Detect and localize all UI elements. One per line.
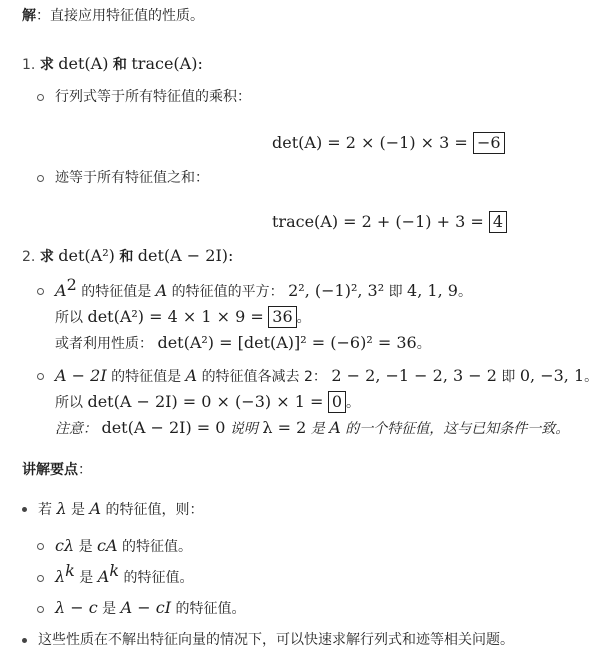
text-fragment: 若 xyxy=(38,502,52,518)
math-a: A xyxy=(185,366,198,385)
math-a: A xyxy=(89,499,102,518)
key-points-heading xyxy=(22,460,92,480)
text-fragment: 。 xyxy=(584,369,599,385)
text-fragment: 。 xyxy=(296,310,311,326)
hollow-bullet xyxy=(37,288,44,295)
hollow-bullet xyxy=(37,543,44,550)
text-fragment: 所以 xyxy=(55,395,83,411)
section-2-math-det-a-2i: det(A − 2I) xyxy=(137,246,229,265)
section-2-math-det-a2: det(A²) xyxy=(58,246,115,265)
intro-text: 直接应用特征值的性质。 xyxy=(50,8,204,24)
det-a-squared-equation: det(A²) = 4 × 1 × 9 = xyxy=(87,307,264,326)
math-a-minus-2i: A − 2I xyxy=(55,366,107,385)
det-product-text: 行列式等于所有特征值的乘积： xyxy=(55,89,251,105)
a-squared-eigen-line xyxy=(55,275,472,302)
a-squared-det-line xyxy=(55,306,311,328)
math-squares: 2², (−1)², 3² xyxy=(288,281,385,300)
math-lambda: λ xyxy=(55,567,66,586)
hollow-bullet xyxy=(37,606,44,613)
math-exponent: k xyxy=(65,561,75,580)
det-a-minus-2i-equation: det(A − 2I) = 0 × (−3) × 1 = xyxy=(87,392,324,411)
math-lambda-minus-c: λ − c xyxy=(55,598,98,617)
note-line xyxy=(55,418,569,439)
a-squared-alt-line xyxy=(55,333,431,354)
section-1-math-det: det(A) xyxy=(58,54,109,73)
solid-bullet xyxy=(22,507,27,512)
math-c-a: cA xyxy=(97,536,118,555)
hollow-bullet xyxy=(37,575,44,582)
text-fragment: 是 xyxy=(310,421,325,437)
note-equation: det(A − 2I) = 0 xyxy=(101,418,226,437)
math-exponent: 2 xyxy=(66,275,77,294)
section-1-and: 和 xyxy=(112,57,127,73)
intro-separator: ： xyxy=(36,8,50,24)
section-2-heading xyxy=(22,246,233,267)
solid-bullet xyxy=(22,638,27,643)
text-fragment: 的特征值是 xyxy=(111,369,182,385)
math-c-lambda: cλ xyxy=(55,536,75,555)
hollow-bullet xyxy=(37,373,44,380)
math-values: 0, −3, 1 xyxy=(519,366,585,385)
text-fragment: 的特征值各减去 2： xyxy=(201,369,327,385)
key-points-colon: ： xyxy=(78,462,92,478)
section-2-colon: : xyxy=(228,246,234,265)
section-2-and: 和 xyxy=(119,249,134,265)
text-fragment: 是 xyxy=(78,539,93,555)
solution-label: 解 xyxy=(22,8,36,24)
section-1-verb: 求 xyxy=(39,57,54,73)
intro-line xyxy=(22,6,204,26)
det-a-minus-2i-answer-box: 0 xyxy=(328,391,346,413)
point-2-text: 这些性质在不解出特征向量的情况下，可以快速求解行列式和迹等相关问题。 xyxy=(38,632,514,648)
a-minus-2i-det-line xyxy=(55,391,360,413)
text-fragment: 是 xyxy=(71,502,86,518)
text-fragment: 的特征值。 xyxy=(121,539,192,555)
text-fragment: 即 xyxy=(388,284,403,300)
math-values: 4, 1, 9 xyxy=(407,281,458,300)
det-equation-lhs: det(A) = 2 × (−1) × 3 = xyxy=(272,133,468,152)
sub-point-shift xyxy=(55,598,245,619)
math-lambda: λ xyxy=(56,499,67,518)
text-fragment: 所以 xyxy=(55,310,83,326)
text-fragment: 的特征值是 xyxy=(81,284,152,300)
text-fragment: 或者利用性质： xyxy=(55,336,153,352)
point-1-line xyxy=(38,499,204,520)
text-fragment: 的一个特征值，这与已知条件一致。 xyxy=(345,421,570,437)
note-label: 注意： xyxy=(55,421,97,437)
det-a-squared-answer-box: 36 xyxy=(268,306,296,328)
sub-point-power xyxy=(55,561,194,588)
math-a: A xyxy=(55,281,67,300)
text-fragment: 。 xyxy=(416,336,431,352)
trace-sum-text: 迹等于所有特征值之和： xyxy=(55,170,209,186)
text-fragment: 是 xyxy=(102,601,117,617)
det-a-squared-alt-equation: det(A²) = [det(A)]² = (−6)² = 36 xyxy=(157,333,417,352)
text-fragment: 是 xyxy=(79,570,94,586)
a-minus-2i-eigen-line xyxy=(55,366,598,387)
hollow-bullet xyxy=(37,94,44,101)
text-fragment: 的特征值。 xyxy=(123,570,194,586)
trace-equation xyxy=(272,211,507,233)
section-1-number: 1. xyxy=(22,57,36,73)
text-fragment: 说明 xyxy=(229,421,258,437)
math-a: A xyxy=(97,567,110,586)
math-differences: 2 − 2, −1 − 2, 3 − 2 xyxy=(331,366,497,385)
trace-equation-lhs: trace(A) = 2 + (−1) + 3 = xyxy=(272,212,484,231)
det-equation xyxy=(272,132,505,154)
math-a: A xyxy=(155,281,168,300)
text-fragment: 。 xyxy=(457,284,472,300)
key-points-title: 讲解要点 xyxy=(22,462,78,478)
math-a-minus-ci: A − cI xyxy=(120,598,172,617)
section-1-heading xyxy=(22,54,203,75)
text-fragment: 的特征值。 xyxy=(175,601,246,617)
sub-point-scale xyxy=(55,536,192,557)
section-2-number: 2. xyxy=(22,249,36,265)
section-1-math-trace: trace(A) xyxy=(131,54,198,73)
math-a: A xyxy=(329,418,341,437)
note-lambda: λ = 2 xyxy=(262,418,307,437)
text-fragment: 即 xyxy=(501,369,516,385)
text-fragment: 的特征值，则： xyxy=(105,502,204,518)
text-fragment: 。 xyxy=(346,395,361,411)
section-2-verb: 求 xyxy=(39,249,54,265)
trace-answer-box: 4 xyxy=(489,211,507,233)
section-1-colon: : xyxy=(197,54,203,73)
math-exponent: k xyxy=(109,561,120,580)
hollow-bullet xyxy=(37,175,44,182)
text-fragment: 的特征值的平方： xyxy=(171,284,284,300)
det-answer-box: −6 xyxy=(473,132,505,154)
